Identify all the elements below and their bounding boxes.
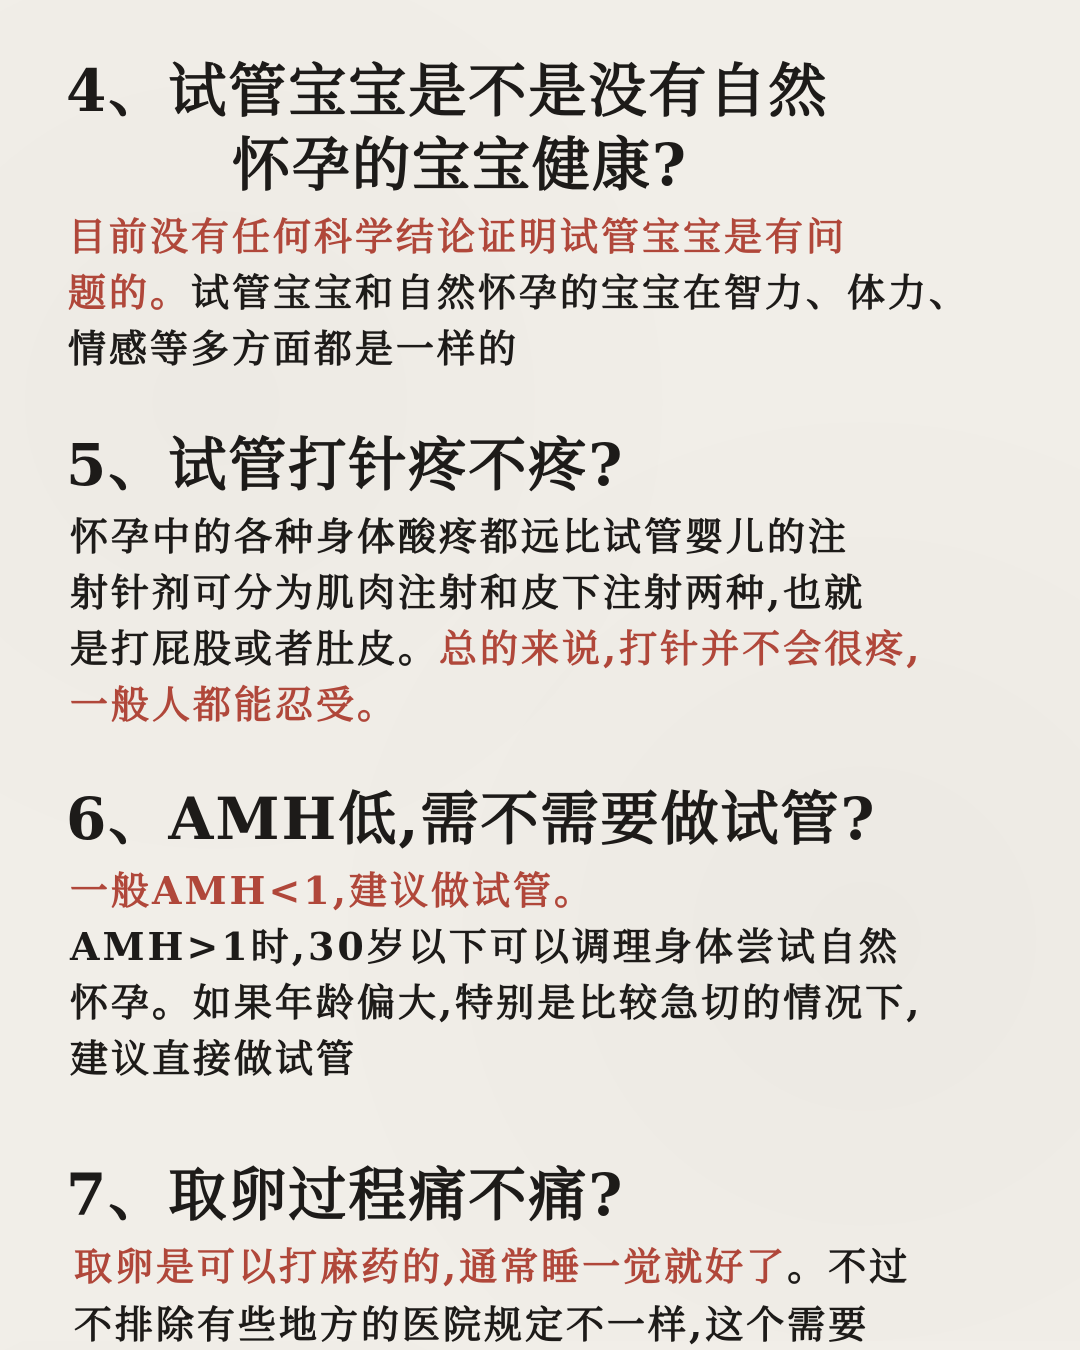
section-5-body-line-3 xyxy=(70,624,922,674)
section-4-body-line-3: 情感等多方面都是一样的 xyxy=(68,326,520,371)
section-4-plain-text: 试管宝宝和自然怀孕的宝宝在智力、体力、 xyxy=(191,270,971,315)
section-5-body-line-1: 怀孕中的各种身体酸疼都远比试管婴儿的注 xyxy=(70,514,850,559)
section-7-body-line-1 xyxy=(74,1242,910,1292)
section-4-heading-line-1: 4、试管宝宝是不是没有自然 xyxy=(66,57,829,125)
section-6-body-line-3: 怀孕。如果年龄偏大,特别是比较急切的情况下, xyxy=(70,980,923,1025)
section-6-body-line-4: 建议直接做试管 xyxy=(70,1036,358,1081)
section-6-body-line-2: AMH>1时,30岁以下可以调理身体尝试自然 xyxy=(70,924,900,969)
section-5-highlight-text: 总的来说,打针并不会很疼, xyxy=(439,626,923,671)
section-5-plain-text: 是打屁股或者肚皮。 xyxy=(70,626,440,671)
section-5-body-line-2: 射针剂可分为肌肉注射和皮下注射两种,也就 xyxy=(70,570,866,615)
section-7-highlight-text: 取卵是可以打麻药的,通常睡一觉就好了 xyxy=(74,1244,788,1289)
section-4-highlight-text: 题的。 xyxy=(68,270,192,315)
section-6-heading: 6、AMH低,需不需要做试管? xyxy=(66,785,877,853)
section-4-body-line-1: 目前没有任何科学结论证明试管宝宝是有问 xyxy=(68,214,848,259)
section-5-heading: 5、试管打针疼不疼? xyxy=(66,431,625,499)
section-4-heading-line-2: 怀孕的宝宝健康? xyxy=(232,131,688,199)
section-5-body-line-4: 一般人都能忍受。 xyxy=(70,682,399,727)
section-4-body-line-2 xyxy=(68,268,970,318)
section-6-body-line-1: 一般AMH<1,建议做试管。 xyxy=(70,868,595,913)
section-7-plain-text: 。不过 xyxy=(787,1244,911,1289)
section-7-body-line-2: 不排除有些地方的医院规定不一样,这个需要 xyxy=(74,1302,870,1347)
section-7-heading: 7、取卵过程痛不痛? xyxy=(66,1161,625,1229)
